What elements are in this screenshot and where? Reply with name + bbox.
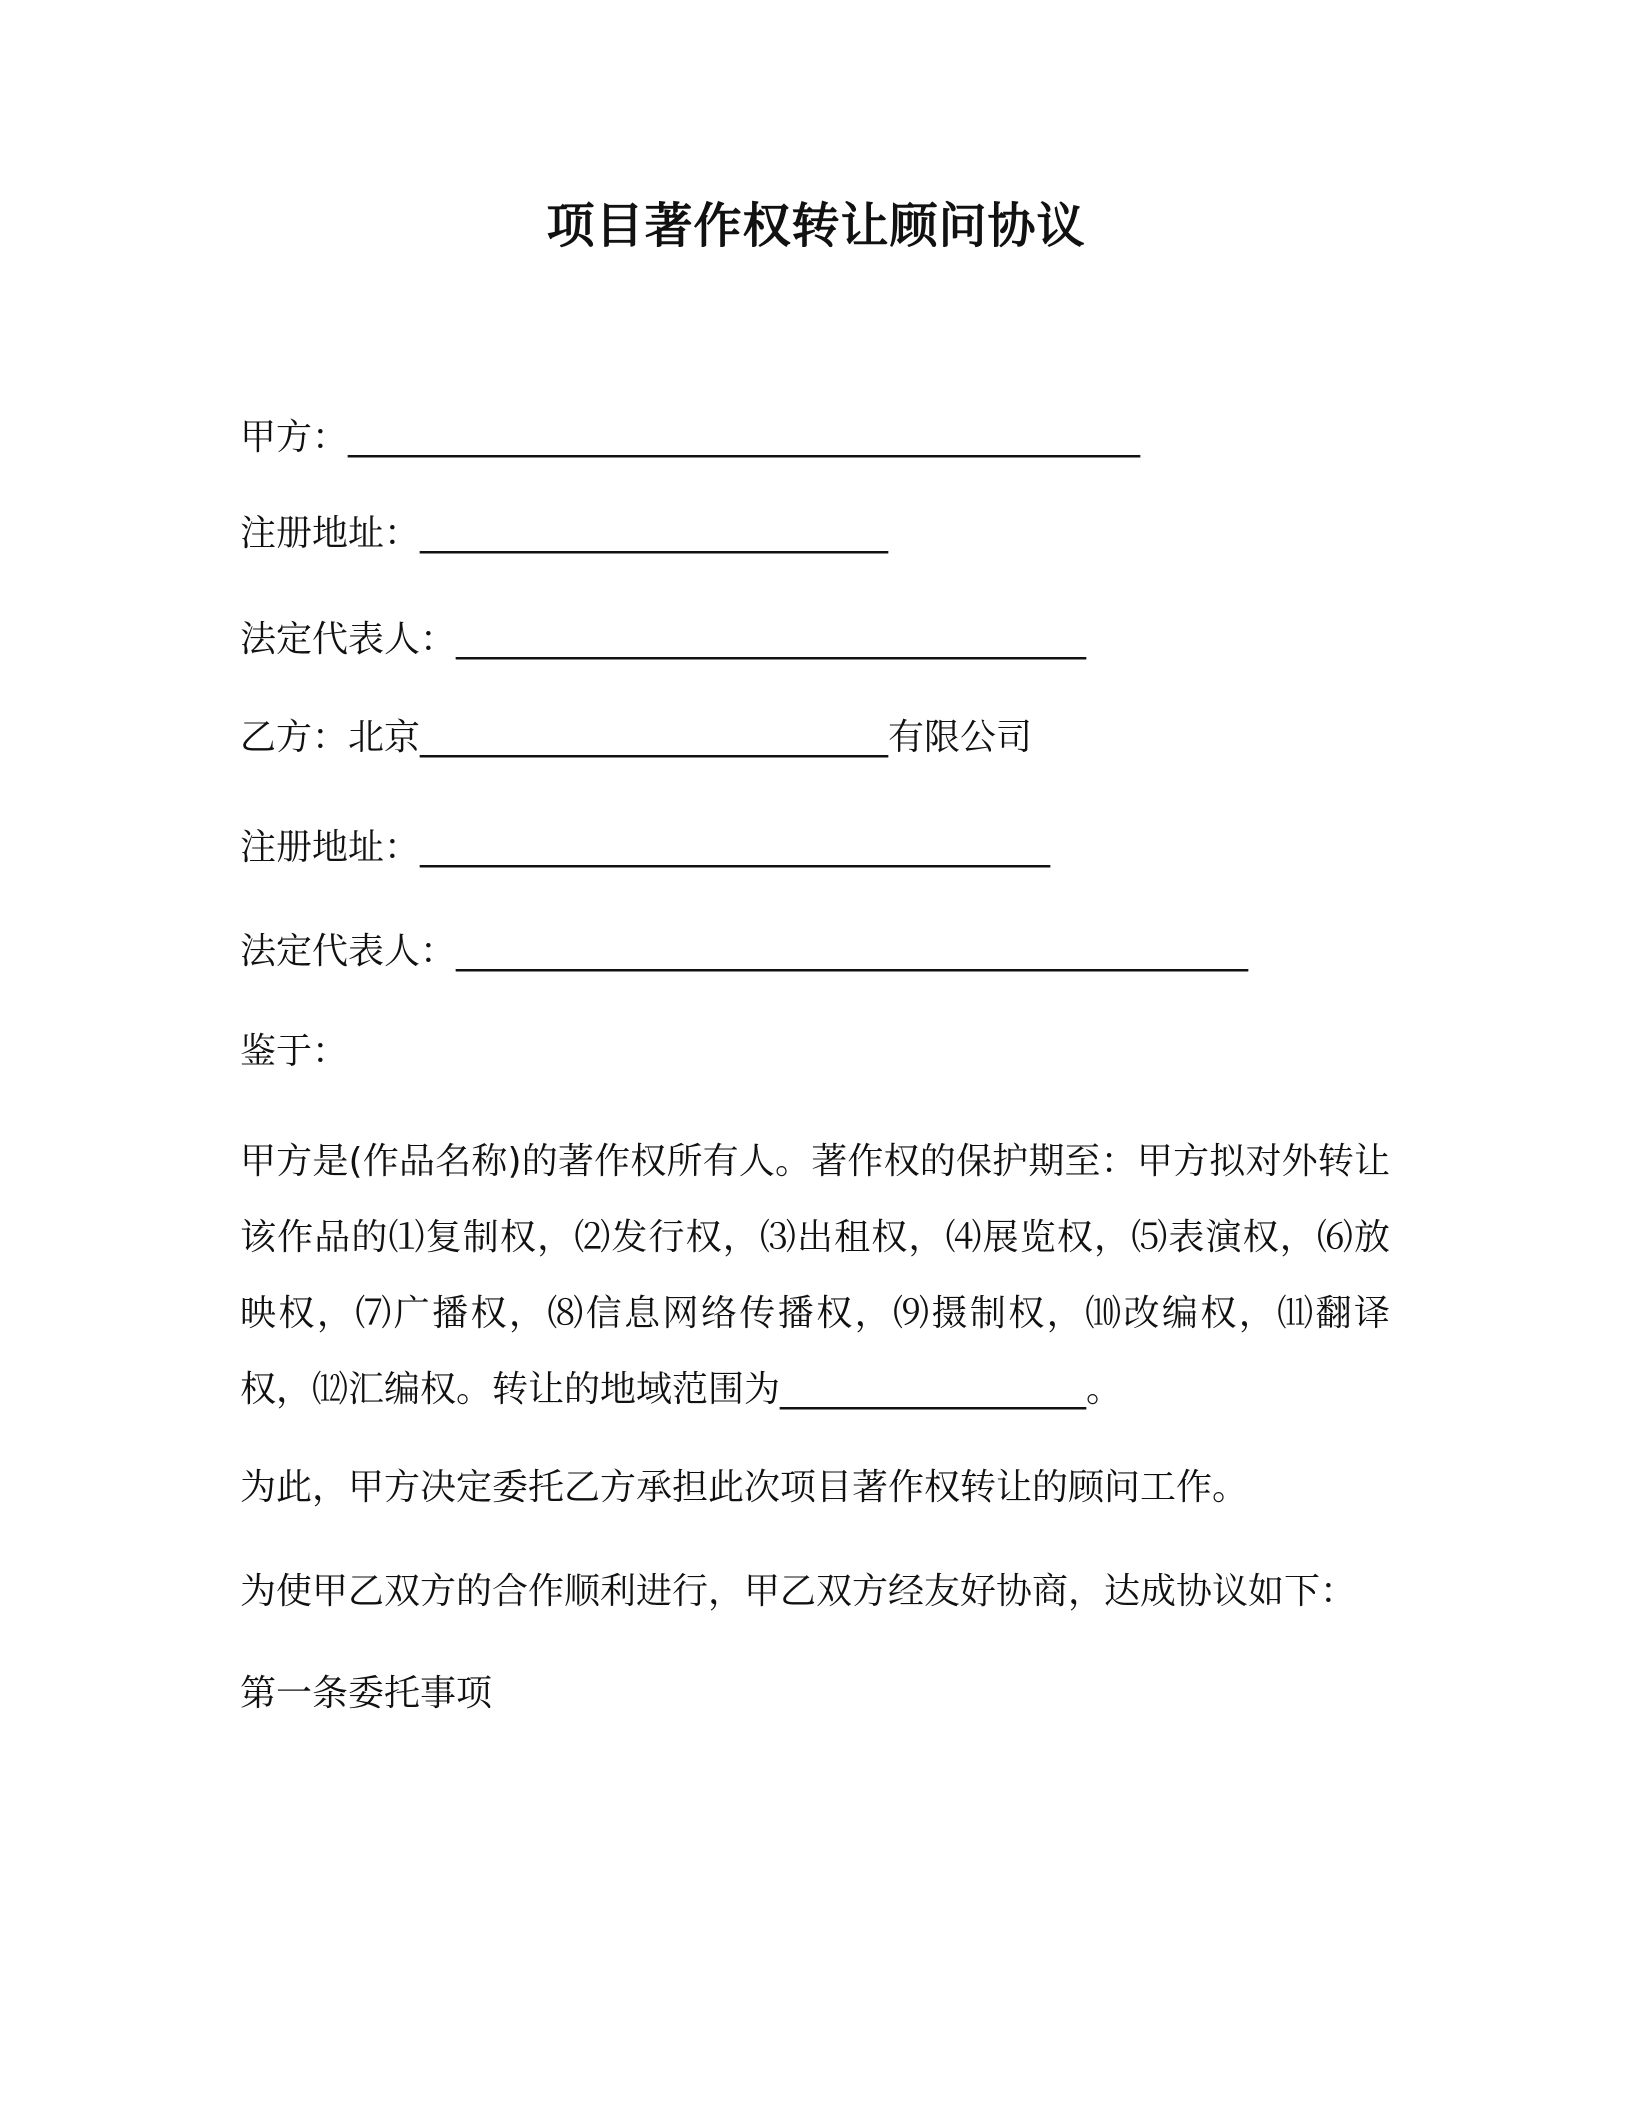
agreement-paragraph: 为使甲乙双方的合作顺利进行，甲乙双方经友好协商，达成协议如下： [240, 1571, 1357, 1612]
article-1-heading: 第一条委托事项 [240, 1673, 493, 1714]
document-title: 项目著作权转让顾问协议 [546, 198, 1086, 254]
whereas-heading: 鉴于： [240, 1031, 349, 1072]
party-a-representative-line: 法定代表人：___________________________________ [240, 619, 1087, 660]
party-b-representative-line: 法定代表人：____________________________________________ [240, 931, 1249, 972]
entrust-paragraph: 为此，甲方决定委托乙方承担此次项目著作权转让的顾问工作。 [240, 1467, 1249, 1508]
rights-paragraph: 甲方是(作品名称)的著作权所有人。著作权的保护期至：甲方拟对外转让该作品的⑴复制权，⑵发行权，⑶出租权，⑷展览权，⑸表演权，⑹放映权，⑺广播权，⑻信息网络传播权，⑼摄制权，⑽改编权，⑾翻译权，⑿汇编权。转让的地域范围为_________________。 [240, 1141, 1390, 1410]
party-b-address-line: 注册地址：___________________________________ [240, 827, 1051, 868]
party-b-line: 乙方：北京__________________________有限公司 [240, 717, 1033, 758]
party-a-line: 甲方：____________________________________________ [240, 417, 1141, 458]
party-a-address-line: 注册地址：__________________________ [240, 513, 889, 554]
